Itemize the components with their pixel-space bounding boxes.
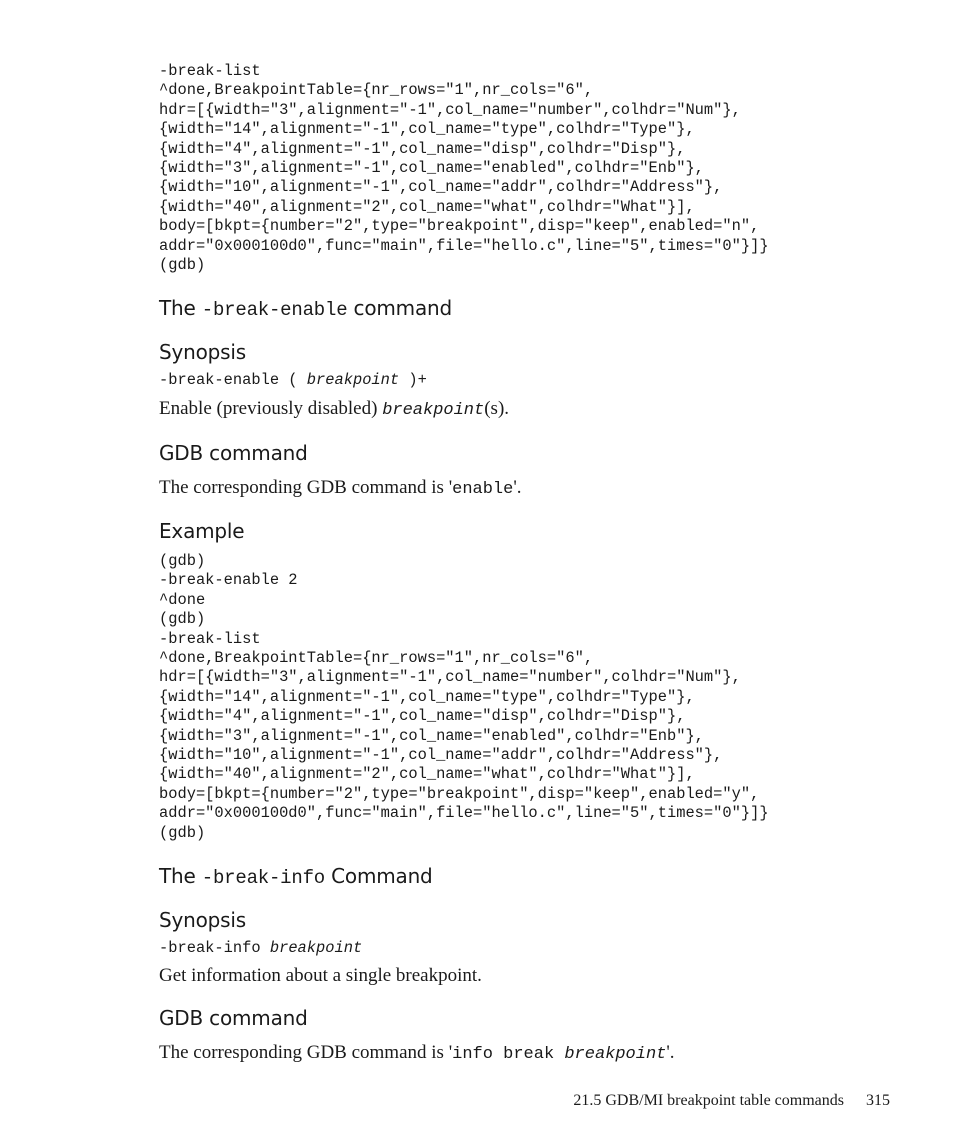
synopsis-enable-code [159,371,879,390]
heading-synopsis-enable: Synopsis [159,340,246,365]
gdb-text: The corresponding GDB command is ' [159,476,453,498]
heading-text: command [347,296,452,321]
break-list-code-block: -break-list ^done,BreakpointTable={nr_rows="1",nr_cols="6", hdr=[{width="3",alignment="-1",col_name="number",colhdr="Num"}, {width="14",alignment="-1",col_name="type",colhdr="Type"}, {width="4",alignment="-1",col_name="disp",colhdr="Disp"}, {width="3",alignment="-1",col_name="enabled",colhdr="Enb"}, {width="10",alignment="-1",col_name="addr",colhdr="Address"}, {width="40",alignment="2",col_name="what",colhdr="What"}], body=[bkpt={number="2",type="breakpoint",disp="keep",enabled="n", addr="0x000100d0",func="main",file="hello.c",line="5",times="0"}]} (gdb) [159,62,769,275]
enable-description [159,397,879,423]
heading-gdb-command-enable: GDB command [159,440,308,465]
gdb-command-info-text [159,1041,879,1067]
gdb-text: '. [666,1042,675,1064]
description-text: Enable (previously disabled) [159,397,383,419]
description-text: (s). [484,397,510,419]
heading-text: Command [325,863,433,888]
gdb-command-enable-text [159,476,879,502]
heading-break-enable [159,295,879,323]
heading-text: The [159,296,202,321]
synopsis-tail: )+ [399,371,427,390]
heading-synopsis-info: Synopsis [159,907,246,932]
example-code-block: (gdb) -break-enable 2 ^done (gdb) -break-list ^done,BreakpointTable={nr_rows="1",nr_cols="6", hdr=[{width="3",alignment="-1",col_name="number",colhdr="Num"}, {width="14",alignment="-1",col_name="type",colhdr="Type"}, {width="4",alignment="-1",col_name="disp",colhdr="Disp"}, {width="3",alignment="-1",col_name="enabled",colhdr="Enb"}, {width="10",alignment="-1",col_name="addr",colhdr="Address"}, {width="40",alignment="2",col_name="what",colhdr="What"}], body=[bkpt={number="2",type="breakpoint",disp="keep",enabled="y", addr="0x000100d0",func="main",file="hello.c",line="5",times="0"}]} (gdb) [159,551,769,842]
page-number: 315 [866,1092,890,1109]
heading-text: The [159,863,202,888]
heading-gdb-command-info: GDB command [159,1006,308,1031]
synopsis-command: -break-info [159,938,270,957]
gdb-argument: breakpoint [564,1045,667,1065]
heading-example: Example [159,518,245,543]
heading-break-info [159,863,879,891]
gdb-text: The corresponding GDB command is ' [159,1042,453,1064]
synopsis-command: -break-enable ( [159,371,307,390]
document-page [159,62,879,1067]
synopsis-argument: breakpoint [269,938,363,957]
synopsis-argument: breakpoint [306,371,400,390]
footer-section-title: 21.5 GDB/MI breakpoint table commands [573,1092,844,1109]
description-argument: breakpoint [382,400,485,420]
info-description: Get information about a single breakpoint. [159,965,482,987]
heading-command: -break-info [201,866,325,889]
page-footer [573,1092,890,1110]
synopsis-info-code [159,939,879,958]
gdb-text: '. [513,476,522,498]
gdb-command: enable [452,479,514,499]
heading-command: -break-enable [201,299,348,322]
gdb-command: info break [452,1045,565,1065]
